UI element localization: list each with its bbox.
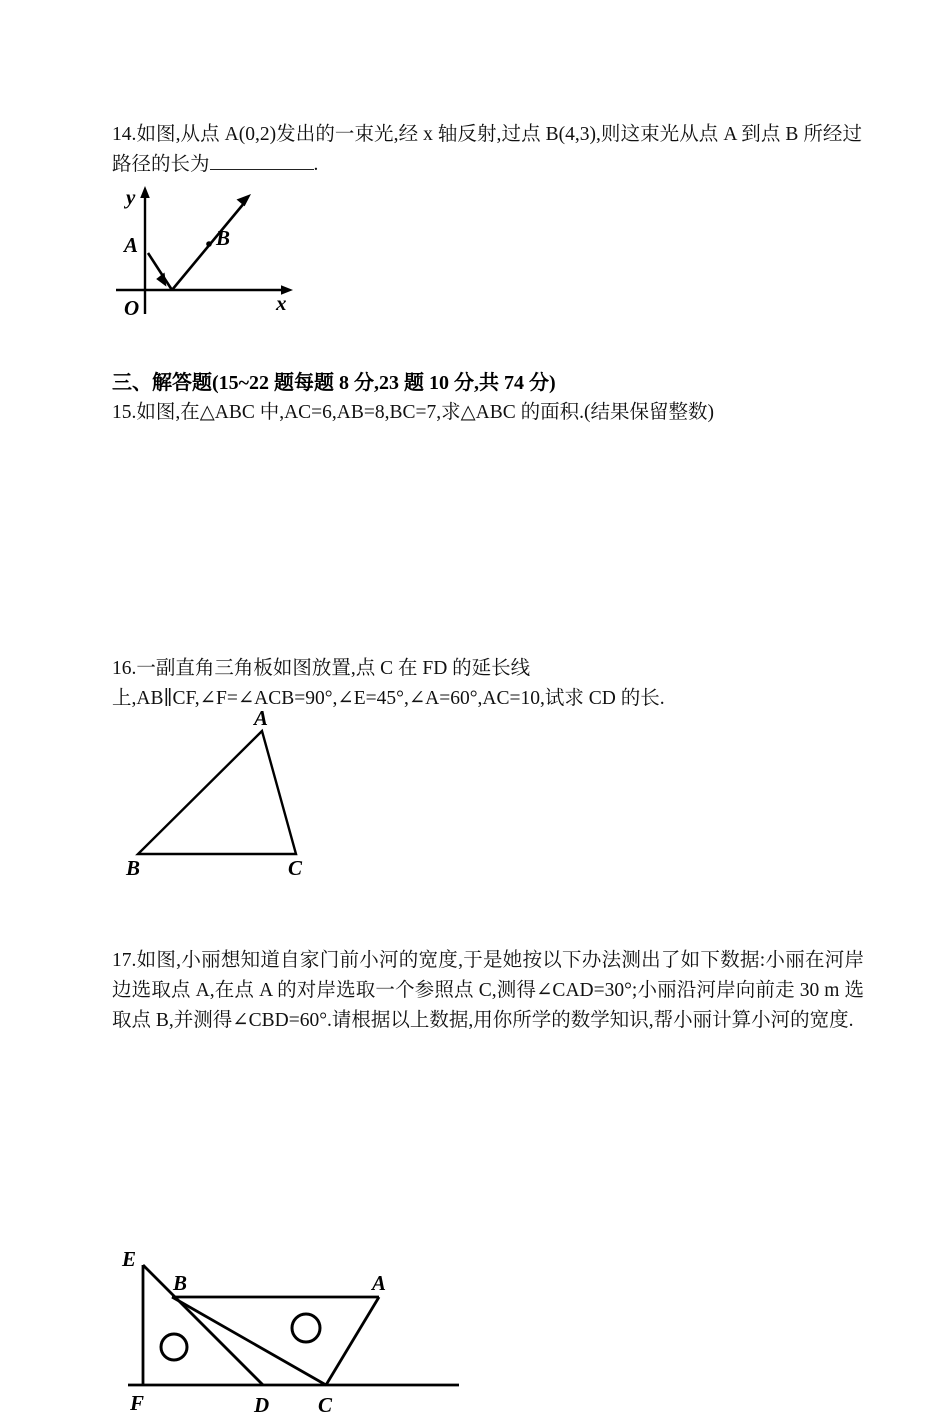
point-b-label: B [216,226,231,250]
section-3-heading-block [112,368,862,398]
vertex-a-label: A [254,706,269,730]
two-set-squares-diagram [116,1250,476,1420]
coordinate-light-ray-diagram [108,182,338,322]
question-15-text: 15.如图,在△ABC 中,AC=6,AB=8,BC=7,求△ABC 的面积.(结果保留整数) [112,402,714,423]
triangle-abc-outline [138,731,296,854]
triangle-abc-diagram [110,703,330,878]
answer-blank-q14[interactable] [210,155,314,170]
set-square-hole-right [292,1314,320,1342]
question-16-line-2: 上,AB∥CF,∠F=∠ACB=90°,∠E=45°,∠A=60°,AC=10,试求 CD 的长. [112,688,665,709]
vertex-a-label: A [372,1271,387,1295]
vertex-c-label: C [318,1393,333,1417]
point-b-marker [206,241,212,247]
vertex-e-label: E [122,1250,137,1271]
vertex-b-label: B [173,1271,188,1295]
question-17-text: 17.如图,小丽想知道自家门前小河的宽度,于是她按以下办法测出了如下数据:小丽在河岸边选取点 A,在点 A 的对岸选取一个参照点 C,测得∠CAD=30°;小丽沿河岸向前走 30 m 选取点 B,并测得∠CBD=60°.请根据以上数据,用你所学的数学知识,帮小丽计算小河的宽度. [112,950,864,1031]
segment-AC [326,1297,379,1385]
question-17-block [112,946,864,1036]
section-3-heading: 三、解答题(15~22 题每题 8 分,23 题 10 分,共 74 分) [112,372,556,394]
incident-ray [148,253,172,290]
point-a-label: A [124,233,139,257]
set-square-hole-left [161,1334,187,1360]
origin-label: O [124,296,140,320]
reflected-ray-arrowhead [237,194,252,206]
vertex-f-label: F [130,1391,145,1415]
x-axis-label: x [276,291,287,315]
y-axis-label: y [126,185,136,209]
figure-q14 [108,182,338,322]
vertex-b-label: B [126,856,141,878]
figure-q16 [116,1250,476,1420]
vertex-d-label: D [254,1393,270,1417]
segment-ED [143,1265,263,1385]
vertex-c-label: C [288,856,303,878]
figure-q15 [110,703,330,878]
question-14-text [112,120,862,180]
y-axis-arrowhead [140,186,150,198]
question-14-period: . [313,154,319,175]
question-14-prompt: 14.如图,从点 A(0,2)发出的一束光,经 x 轴反射,过点 B(4,3),则这束光从点 A 到点 B 所经过路径的长为 [112,124,862,175]
question-16-line-1: 16.一副直角三角板如图放置,点 C 在 FD 的延长线 [112,658,531,679]
question-14-block [112,120,862,320]
